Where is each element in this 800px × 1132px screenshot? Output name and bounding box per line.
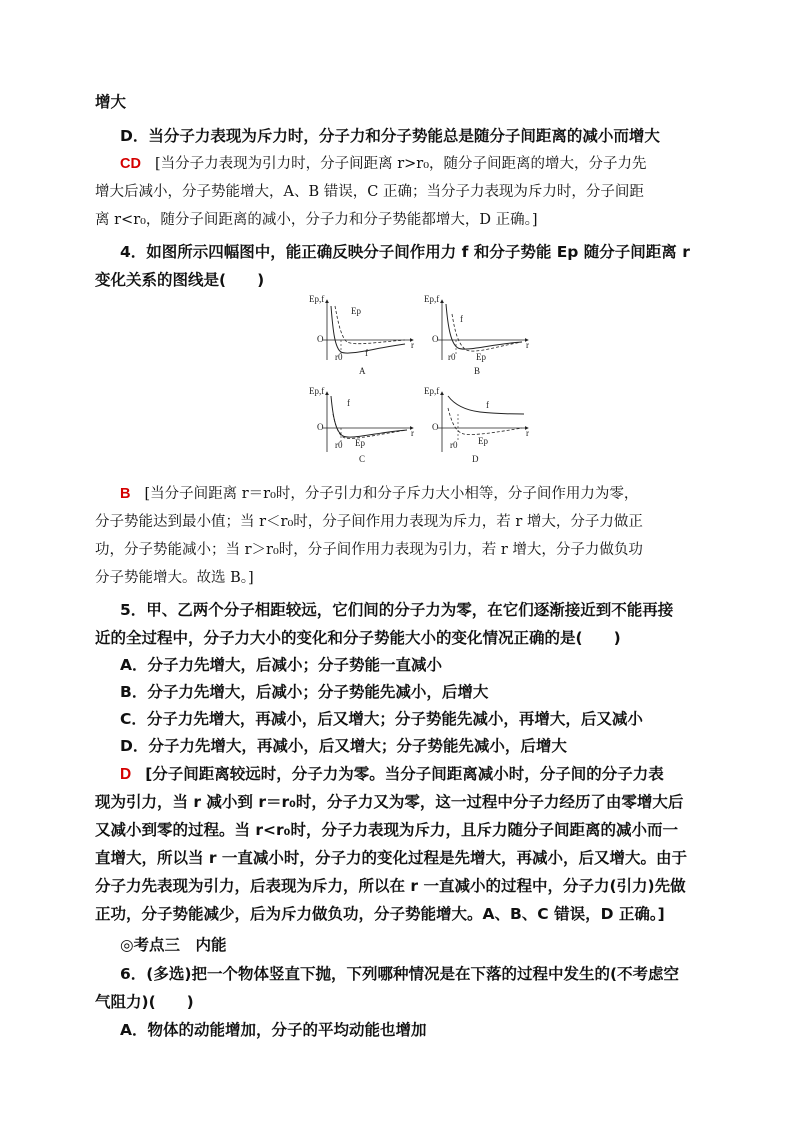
molecular-force-figure: [305, 292, 535, 474]
answer-key: B: [120, 486, 131, 502]
answer-text: [当分子间距离 r＝r₀时，分子引力和分子斥力大小相等，分子间作用力为零，: [144, 486, 639, 502]
answer-5-line-5: 分子力先表现为引力，后表现为斥力，所以在 r 一直减小的过程中，分子力(引力)先做: [95, 877, 686, 895]
question-5-line-2: 近的全过程中，分子力大小的变化和分子势能大小的变化情况正确的是( ): [95, 629, 621, 647]
answer-key: D: [120, 766, 132, 783]
answer-4-line-2: 分子势能达到最小值；当 r＜r₀时，分子间作用力表现为斥力，若 r 增大，分子力做正: [95, 514, 643, 530]
question-4-line-2: 变化关系的图线是( ): [95, 271, 265, 289]
answer-5-line-1: [120, 762, 730, 787]
curve-f-b: [446, 304, 522, 349]
x-axis-label: r: [526, 428, 529, 438]
question-4-line-1: 4．如图所示四幅图中，能正确反映分子间作用力 f 和分子势能 Ep 随分子间距离 r: [120, 243, 690, 261]
f-label: f: [365, 348, 368, 358]
y-axis-label: Ep,f: [424, 386, 440, 396]
r0-label: r0: [450, 440, 458, 450]
y-axis-label: Ep,f: [309, 386, 325, 396]
graph-c: [309, 386, 414, 464]
origin-label: O: [317, 422, 324, 432]
x-axis-label: r: [411, 340, 414, 350]
f-label: f: [460, 314, 463, 324]
x-axis-label: r: [411, 428, 414, 438]
option-b: B．分子力先增大，后减小；分子势能先减小，后增大: [120, 683, 489, 701]
r0-label: r0: [335, 352, 343, 362]
graph-letter-c: C: [359, 454, 366, 464]
answer-4-line-3: 功，分子势能减小；当 r＞r₀时，分子间作用力表现为引力，若 r 增大，分子力做负功: [95, 542, 643, 558]
answer-3-line-3: 离 r<r₀，随分子间距离的减小，分子力和分子势能都增大，D 正确。]: [95, 212, 538, 228]
curve-ep-d: [448, 408, 522, 435]
ep-label: Ep: [355, 438, 365, 448]
section-heading: ◎考点三 内能: [120, 936, 227, 954]
r0-label: r0: [448, 352, 456, 362]
answer-5-line-4: 直增大，所以当 r 一直减小时，分子力的变化过程是先增大，再减小，后又增大。由于: [95, 849, 687, 867]
ep-label: Ep: [351, 306, 361, 316]
text-line: 增大: [95, 93, 127, 111]
f-label: f: [486, 400, 489, 410]
question-6-line-1: 6．(多选)把一个物体竖直下抛，下列哪种情况是在下落的过程中发生的(不考虑空: [120, 965, 680, 983]
question-6-line-2: 气阻力)( ): [95, 993, 194, 1011]
curve-ep-a: [335, 306, 405, 344]
x-axis-label: r: [526, 340, 529, 350]
answer-5-line-6: 正功，分子势能减少，后为斥力做负功，分子势能增大。A、B、C 错误，D 正确。]: [95, 905, 665, 923]
origin-label: O: [432, 422, 439, 432]
answer-text: [分子间距离较远时，分子力为零。当分子间距离减小时，分子间的分子力表: [145, 765, 664, 783]
answer-5-line-2: 现为引力，当 r 减小到 r＝r₀时，分子力又为零，这一过程中分子力经历了由零增大后: [95, 793, 684, 811]
option-d: D．当分子力表现为斥力时，分子力和分子势能总是随分子间距离的减小而增大: [120, 127, 660, 145]
f-label: f: [347, 398, 350, 408]
ep-label: Ep: [476, 352, 486, 362]
origin-label: O: [317, 334, 324, 344]
question-5-line-1: 5．甲、乙两个分子相距较远，它们间的分子力为零，在它们逐渐接近到不能再接: [120, 601, 674, 619]
r0-label: r0: [335, 440, 343, 450]
ep-label: Ep: [478, 436, 488, 446]
graph-letter-b: B: [474, 366, 481, 376]
option-a: A．物体的动能增加，分子的平均动能也增加: [120, 1021, 427, 1039]
graph-d: [424, 386, 529, 464]
answer-3-line-2: 增大后减小，分子势能增大，A、B 错误，C 正确；当分子力表现为斥力时，分子间距: [95, 184, 644, 200]
answer-5-line-3: 又减小到零的过程。当 r<r₀时，分子力表现为斥力，且斥力随分子间距离的减小而一: [95, 821, 678, 839]
answer-4-line-1: [120, 482, 730, 506]
y-axis-label: Ep,f: [424, 294, 440, 304]
curve-f-c: [331, 396, 407, 437]
curve-f-a: [331, 306, 405, 353]
y-axis-label: Ep,f: [309, 294, 325, 304]
answer-4-line-4: 分子势能增大。故选 B。]: [95, 570, 254, 586]
graph-b: [424, 294, 529, 376]
graph-letter-a: A: [359, 366, 366, 376]
graph-a: [309, 294, 414, 376]
option-d: D．分子力先增大，再减小，后又增大；分子势能先减小，后增大: [120, 737, 567, 755]
option-c: C．分子力先增大，再减小，后又增大；分子势能先减小，再增大，后又减小: [120, 710, 643, 728]
graph-letter-d: D: [472, 454, 479, 464]
option-a: A．分子力先增大，后减小；分子势能一直减小: [120, 656, 442, 674]
answer-key: CD: [120, 156, 141, 172]
origin-label: O: [432, 334, 439, 344]
answer-3-line-1: [120, 152, 730, 176]
answer-text: [当分子力表现为引力时，分子间距离 r>r₀，随分子间距离的增大，分子力先: [154, 156, 647, 172]
